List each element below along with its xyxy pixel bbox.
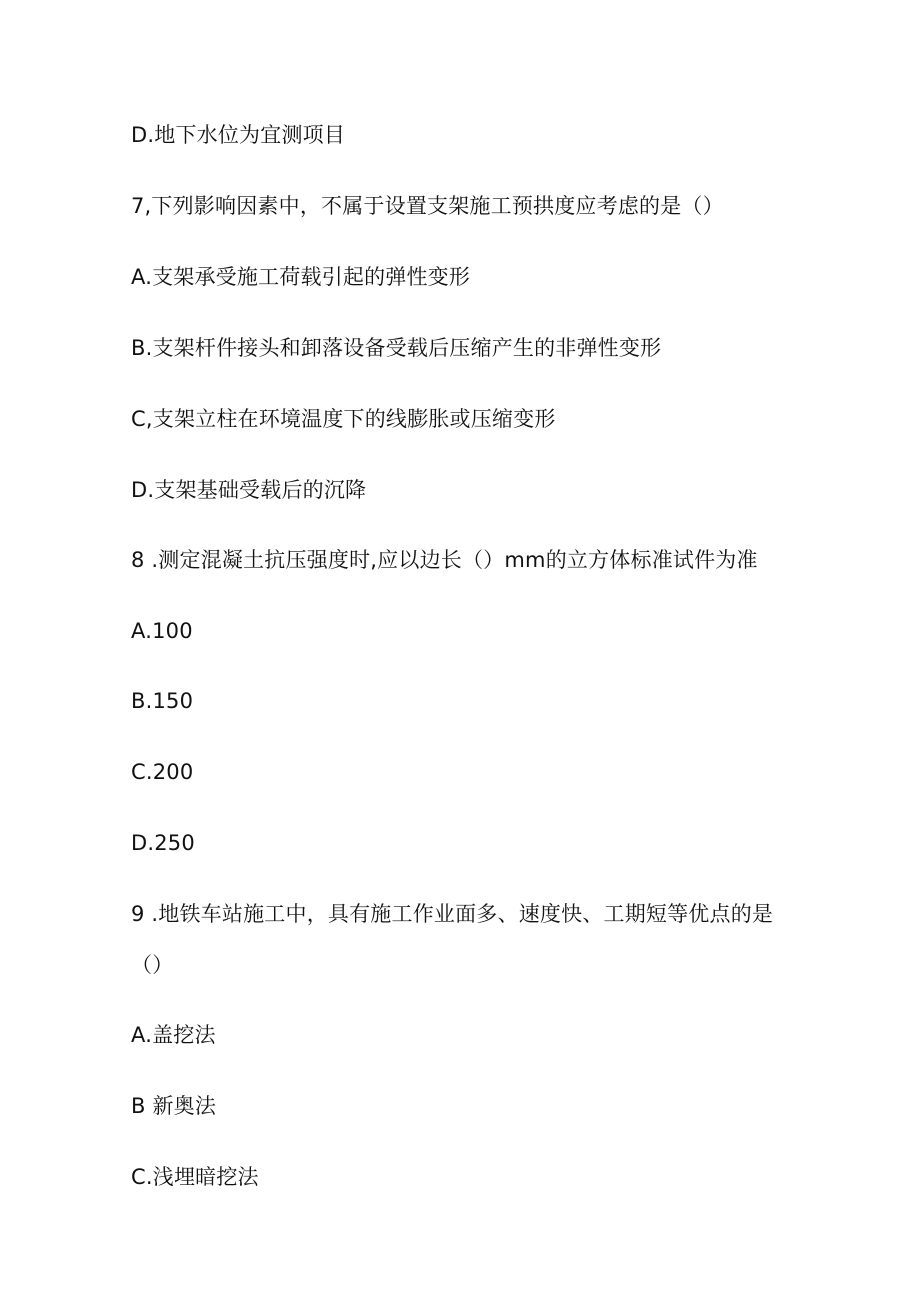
q9-question-continued: （） — [131, 953, 174, 977]
q7-question: 7,下列影响因素中，不属于设置支架施工预拱度应考虑的是（） — [131, 194, 724, 218]
q9-question: 9 .地铁车站施工中，具有施工作业面多、速度快、工期短等优点的是 — [131, 902, 774, 926]
q7-option-a: A.支架承受施工荷载引起的弹性变形 — [131, 265, 471, 289]
q8-option-c: C.200 — [131, 760, 194, 784]
q7-option-b: B.支架杆件接头和卸落设备受载后压缩产生的非弹性变形 — [131, 336, 662, 360]
q9-option-a: A.盖挖法 — [131, 1023, 216, 1047]
q9-option-b: B 新奥法 — [131, 1094, 217, 1118]
q7-option-d: D.支架基础受载后的沉降 — [131, 478, 367, 502]
q8-option-d: D.250 — [131, 831, 195, 855]
q9-option-c: C.浅埋暗挖法 — [131, 1165, 259, 1189]
q7-option-c: C,支架立柱在环境温度下的线膨胀或压缩变形 — [131, 407, 556, 431]
q8-option-b: B.150 — [131, 689, 194, 713]
q8-question: 8 .测定混凝土抗压强度时,应以边长（）mm的立方体标准试件为准 — [131, 548, 758, 572]
q8-option-a: A.100 — [131, 619, 193, 643]
q6-option-d: D.地下水位为宜测项目 — [131, 123, 346, 147]
